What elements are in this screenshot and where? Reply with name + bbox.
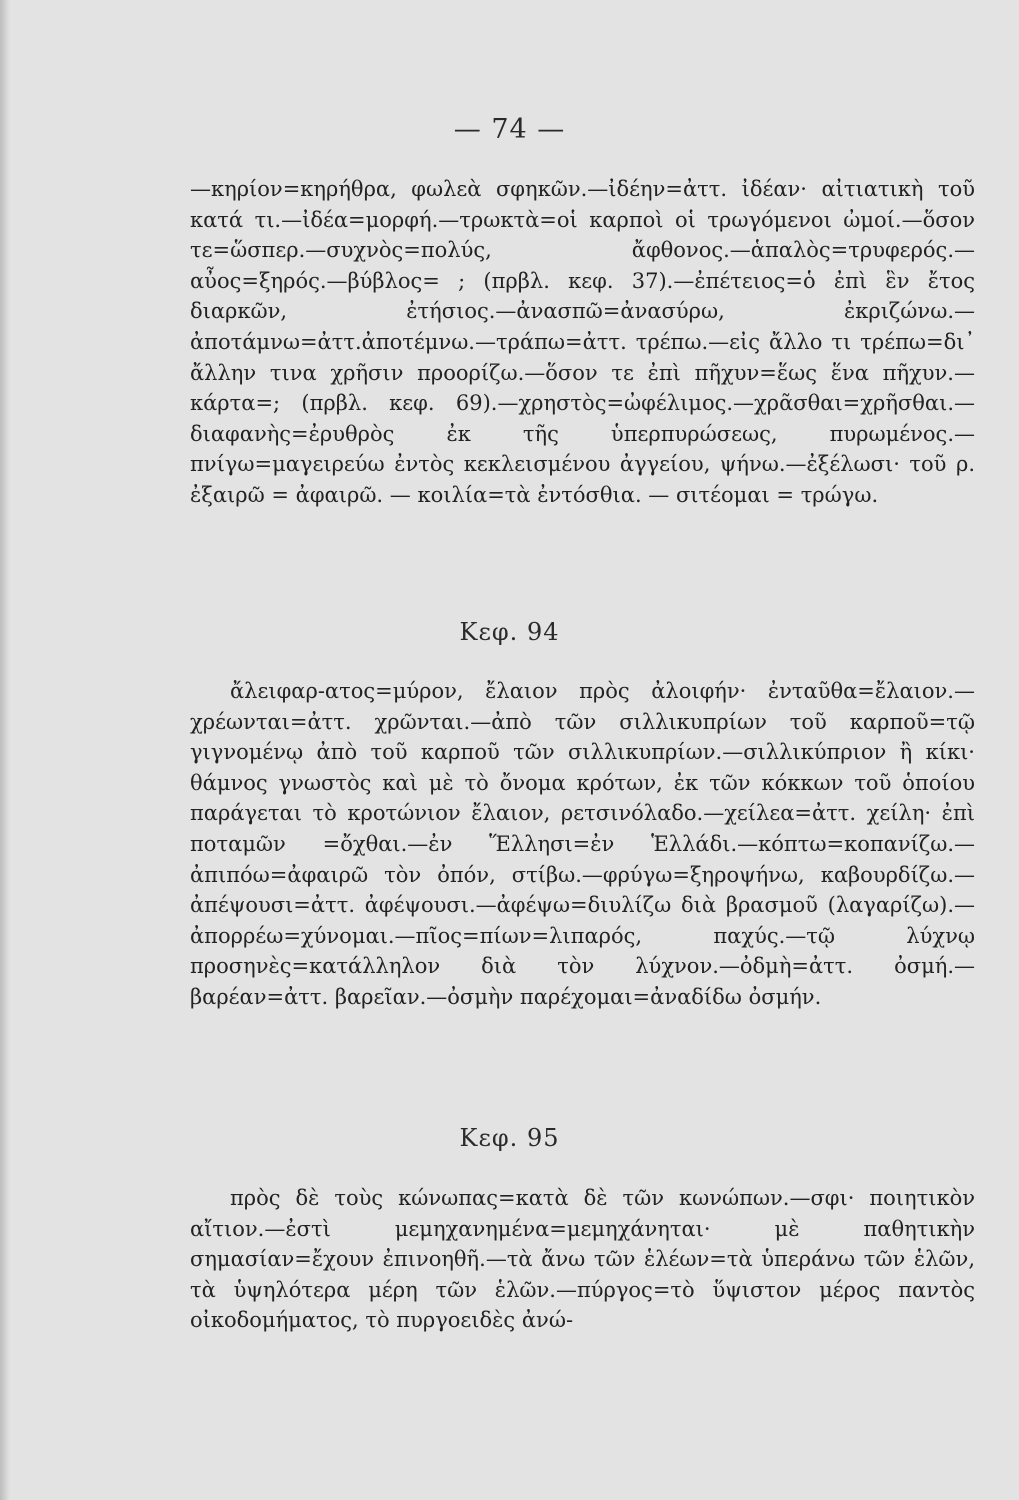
commentary-paragraph: ἄλειφαρ-ατος=μύρον, ἔλαιον πρὸς ἀλοιφήν· ἐνταῦθα=ἔλαιον.—χρέωνται=ἀττ. χρῶνται.—ἀπὸ τῶν σιλλικυπρίων τοῦ καρποῦ=τῷ γιγνομένῳ ἀπὸ τοῦ καρποῦ τῶν σιλλικυπρίων.—σιλλικύπριον ἢ κίκι· θάμνος γνωστὸς καὶ μὲ τὸ ὄνομα κρότων, ἐκ τῶν κόκκων τοῦ ὁποίου παράγεται τὸ κροτώνιον ἔλαιον, ρετσινόλαδο.—χείλεα=ἀττ. χείλη· ἐπὶ ποταμῶν =ὄχθαι.—ἐν Ἕλλησι=ἐν Ἑλλάδι.—κόπτω=κοπανίζω.—ἀπιπόω=ἀφαιρῶ τὸν ὀπόν, στίβω.—φρύγω=ξηροψήνω, καβουρδίζω.—ἀπέψουσι=ἀττ. ἀφέψουσι.—ἀφέψω=διυλίζω διὰ βρασμοῦ (λαγαρίζω).—ἀπορρέω=χύνομαι.—πῖος=πίων=λιπαρός, παχύς.—τῷ λύχνῳ προσηνὲς=κατάλληλον διὰ τὸν λύχνον.—ὀδμὴ=ἀττ. ὀσμή.—βαρέαν=ἀττ. βαρεῖαν.—ὀσμὴν παρέχομαι=ἀναδίδω ὀσμήν. (190, 679, 975, 1009)
page-number: — 74 — (453, 114, 566, 145)
commentary-section-94 (190, 676, 975, 1013)
chapter-heading-95: Κεφ. 95 (459, 1124, 560, 1152)
commentary-paragraph: πρὸς δὲ τοὺς κώνωπας=κατὰ δὲ τῶν κωνώπων.—σφι· ποιητικὸν αἴτιον.—ἐστὶ μεμηχανημένα=μεμηχάνηται· μὲ παθητικὴν σημασίαν=ἔχουν ἐπινοηθῆ.—τὰ ἄνω τῶν ἑλέων=τὰ ὑπεράνω τῶν ἑλῶν, τὰ ὑψηλότερα μέρη τῶν ἑλῶν.—πύργος=τὸ ὕψιστον μέρος παντὸς οἰκοδομήματος, τὸ πυργοειδὲς ἀνώ- (190, 1186, 975, 1333)
commentary-section-93 (190, 174, 975, 511)
commentary-paragraph: —κηρίον=κηρήθρα, φωλεὰ σφηκῶν.—ἰδέην=ἀττ. ἰδέαν· αἰτιατικὴ τοῦ κατά τι.—ἰδέα=μορφή.—τρωκτὰ=οἱ καρποὶ οἱ τρωγόμενοι ὠμοί.—ὅσον τε=ὥσπερ.—συχνὸς=πολύς, ἄφθονος.—ἁπαλὸς=τρυφερός.—αὖος=ξηρός.—βύβλος= ; (πρβλ. κεφ. 37).—ἐπέτειος=ὁ ἐπὶ ἓν ἔτος διαρκῶν, ἐτήσιος.—ἀνασπῶ=ἀνασύρω, ἐκριζώνω.—ἀποτάμνω=ἀττ.ἀποτέμνω.—τράπω=ἀττ. τρέπω.—εἰς ἄλλο τι τρέπω=δι᾽ ἄλλην τινα χρῆσιν προορίζω.—ὅσον τε ἐπὶ πῆχυν=ἕως ἕνα πῆχυν.—κάρτα=; (πρβλ. κεφ. 69).—χρηστὸς=ὠφέλιμος.—χρᾶσθαι=χρῆσθαι.—διαφανὴς=ἐρυθρὸς ἐκ τῆς ὑπερπυρώσεως, πυρωμένος.—πνίγω=μαγειρεύω ἐντὸς κεκλεισμένου ἀγγείου, ψήνω.—ἐξέλωσι· τοῦ ρ. ἐξαιρῶ = ἀφαιρῶ. — κοιλία=τὰ ἐντόσθια. — σιτέομαι = τρώγω. (190, 177, 975, 507)
commentary-section-95 (190, 1183, 975, 1336)
page-edge-shadow (0, 0, 10, 1500)
chapter-heading-94: Κεφ. 94 (459, 618, 560, 646)
